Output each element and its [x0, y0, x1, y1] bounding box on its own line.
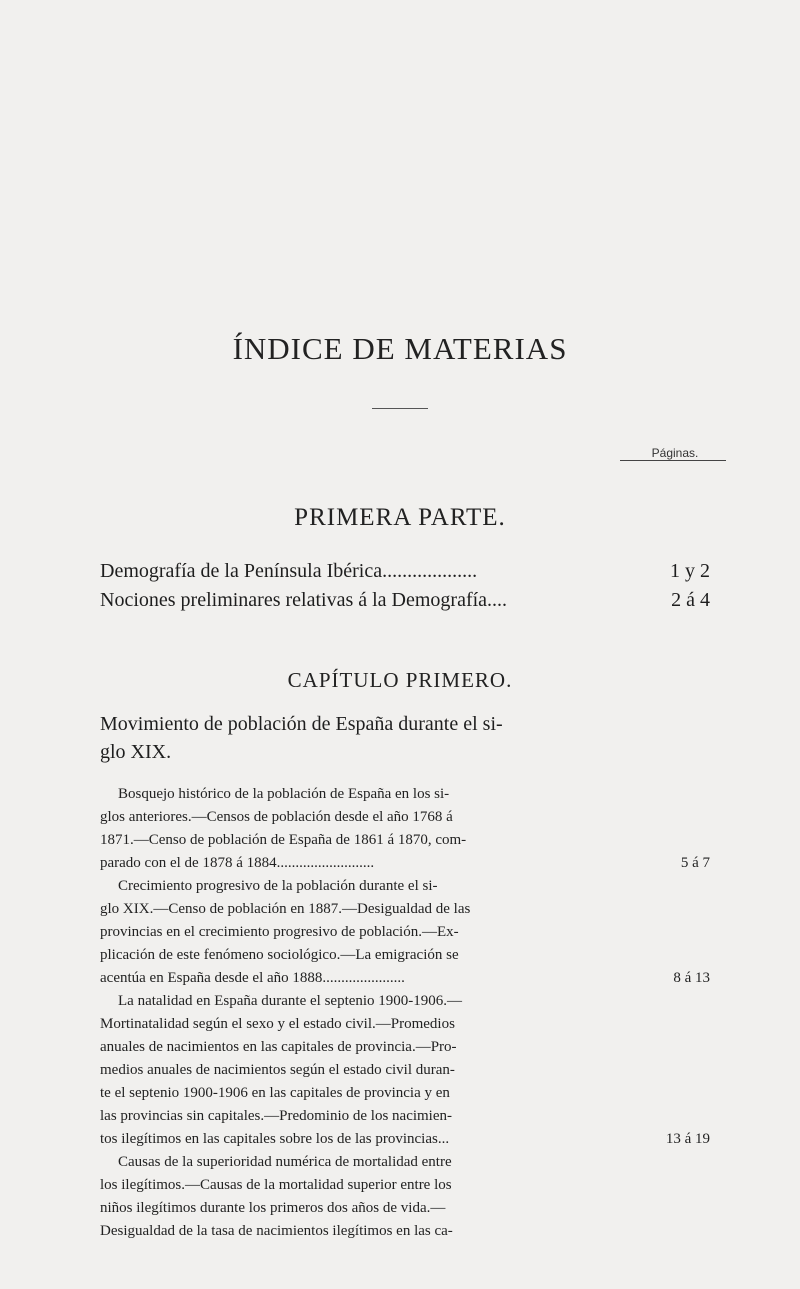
- pages-column-header: Páginas.: [651, 446, 699, 460]
- paragraph-line: plicación de este fenómeno sociológico.—La emigración se: [100, 947, 459, 963]
- index-title: ÍNDICE DE MATERIAS: [232, 331, 568, 366]
- entry-pages: 8 á 13: [673, 970, 710, 986]
- title-rule: [372, 408, 428, 409]
- section-title-line: Movimiento de población de España durante el si-: [100, 713, 503, 735]
- entry-pages: 1 y 2: [670, 560, 710, 582]
- entry-text: Demografía de la Península Ibérica...................: [100, 560, 478, 582]
- paragraph-line: te el septenio 1900-1906 en las capitales de provincia y en: [100, 1085, 450, 1101]
- paragraph-line: Crecimiento progresivo de la población durante el si-: [118, 878, 438, 894]
- paragraph-line: Bosquejo histórico de la población de España en los si-: [118, 786, 450, 802]
- paragraph-line-last: [100, 1128, 710, 1151]
- paragraph-line: 1871.—Censo de población de España de 1861 á 1870, com-: [100, 832, 467, 848]
- paragraph-line: acentúa en España desde el año 1888......................: [100, 970, 405, 986]
- section-title-line: glo XIX.: [100, 741, 172, 763]
- index-paragraph-crecimiento: [100, 875, 710, 990]
- paragraph-line: los ilegítimos.—Causas de la mortalidad superior entre los: [100, 1177, 452, 1193]
- section-title: [100, 710, 700, 766]
- paragraph-line: glo XIX.—Censo de población en 1887.—Desigualdad de las: [100, 901, 471, 917]
- index-paragraph-natalidad: [100, 990, 710, 1151]
- paragraph-line-last: [100, 852, 710, 875]
- index-entry-nociones: [100, 589, 710, 612]
- entry-pages: 2 á 4: [671, 589, 710, 611]
- index-entry-demografia: [100, 560, 710, 583]
- paragraph-line: provincias en el crecimiento progresivo de población.—Ex-: [100, 924, 459, 940]
- paragraph-line: medios anuales de nacimientos según el estado civil duran-: [100, 1062, 455, 1078]
- entry-pages: 13 á 19: [665, 1131, 710, 1147]
- entry-text: Nociones preliminares relativas á la Demografía....: [100, 589, 508, 611]
- index-paragraph-bosquejo: [100, 783, 710, 875]
- paragraph-line: tos ilegítimos en las capitales sobre los de las provincias...: [100, 1131, 450, 1147]
- paragraph-line: Mortinatalidad según el sexo y el estado civil.—Promedios: [100, 1016, 455, 1032]
- paragraph-line: Desigualdad de la tasa de nacimientos ilegítimos en las ca-: [100, 1223, 453, 1239]
- chapter-one-heading: CAPÍTULO PRIMERO.: [287, 668, 513, 692]
- paragraph-line: Causas de la superioridad numérica de mortalidad entre: [118, 1154, 452, 1170]
- part-one-heading: PRIMERA PARTE.: [294, 504, 506, 531]
- paragraph-line: La natalidad en España durante el septenio 1900-1906.—: [118, 993, 463, 1009]
- paragraph-line-last: [100, 967, 710, 990]
- paragraph-line: niños ilegítimos durante los primeros dos años de vida.—: [100, 1200, 446, 1216]
- index-paragraph-causas: [100, 1151, 710, 1243]
- paragraph-line: parado con el de 1878 á 1884..........................: [100, 855, 375, 871]
- entry-pages: 5 á 7: [680, 855, 710, 871]
- paragraph-line: anuales de nacimientos en las capitales de provincia.—Pro-: [100, 1039, 457, 1055]
- paragraph-line: las provincias sin capitales.—Predominio de los nacimien-: [100, 1108, 453, 1124]
- pages-column-rule: [620, 460, 726, 461]
- paragraph-line: glos anteriores.—Censos de población desde el año 1768 á: [100, 809, 453, 825]
